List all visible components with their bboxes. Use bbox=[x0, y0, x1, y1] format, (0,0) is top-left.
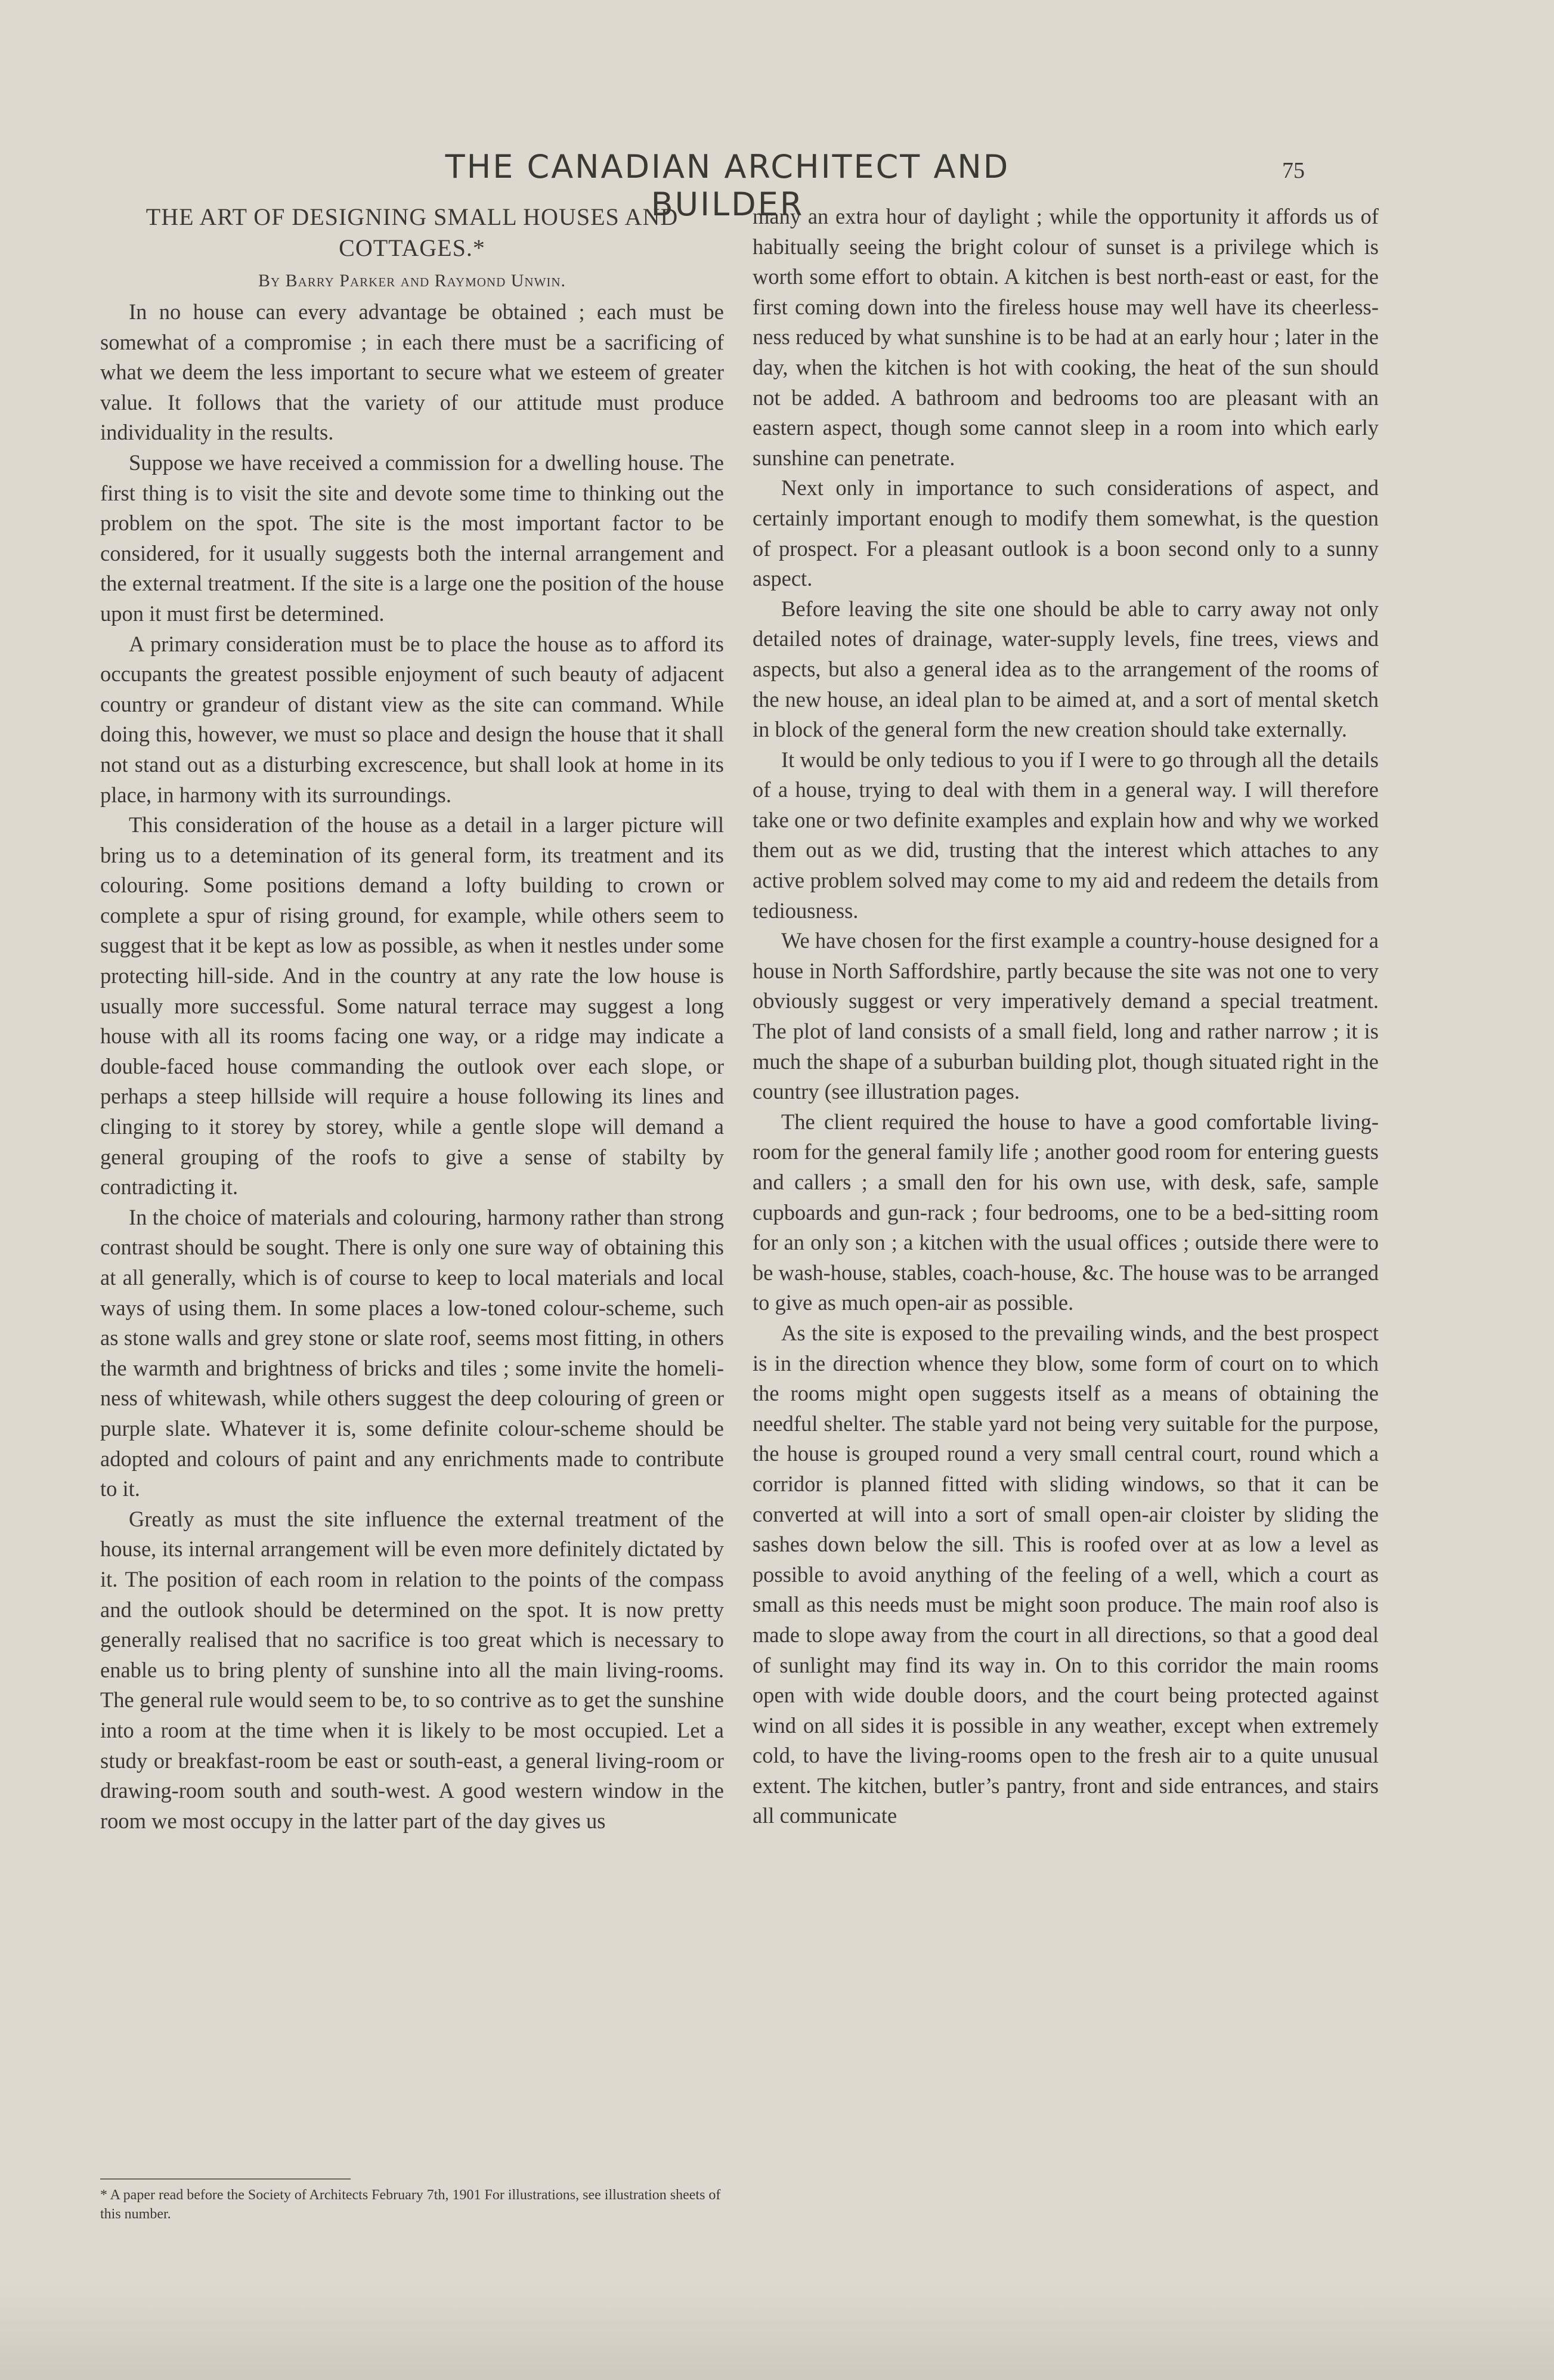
footnote-rule bbox=[100, 2178, 351, 2180]
right-column bbox=[753, 202, 1379, 1831]
article-title: THE ART OF DESIGNING SMALL HOUSES AND COTTAGES.* bbox=[146, 203, 679, 261]
body-paragraph: In no house can every advantage be obtained ; each must be somewhat of a compromise ; in each there must be a sacrificing of what we deem the less important to secure what we esteem of greater value. It follows that the variety of our attitude must produce individuality in the results. bbox=[100, 299, 724, 445]
footnote: * A paper read before the Society of Architects February 7th, 1901 For illustrations, see illustration sheets of this number. bbox=[100, 2187, 721, 2222]
body-paragraph: In the choice of materials and colouring, harmony rather than strong contrast should be sought. There is only one sure way of obtaining this at all generally, which is of course to keep to local materials and local ways of using them. In some places a low-toned colour-scheme, such as stone walls and grey stone or slate roof, seems most fitting, in others the warmth and brightness of bricks and tiles ; some invite the homeliness of whitewash, while others suggest the deep colouring of green or purple slate. Whatever it is, some definite colour-scheme should be adopted and colours of paint and any enrichments made to contribute to it. bbox=[100, 1204, 724, 1501]
page-number: 75 bbox=[1282, 158, 1305, 183]
body-paragraph: Before leaving the site one should be able to carry away not only detailed notes of drainage, water-supply levels, fine trees, views and aspects, but also a general idea as to the arrangement of the rooms of the new house, an ideal plan to be aimed at, and a sort of mental sketch in block of the general form the new creation should take externally. bbox=[753, 596, 1379, 742]
journal-title: THE CANADIAN ARCHITECT AND BUILDER bbox=[445, 148, 1010, 223]
body-paragraph: The client required the house to have a good comfortable living-room for the general family life ; another good room for entering guests and callers ; a small den for his own use, with desk, safe, sample cupboards and gun-rack ; four bedrooms, one to be a bed-sitting room for an only son ; a kitchen with the usual offices ; outside there were to be wash-house, stables, coach-house, &c. The house was to be arranged to give as much open-air as possible. bbox=[753, 1109, 1379, 1315]
body-paragraph: Suppose we have received a commission for a dwelling house. The first thing is to visit the site and devote some time to thinking out the problem on the spot. The site is the most important factor to be considered, for it usually suggests both the internal arrangement and the external treatment. If the site is a large one the position of the house upon it must first be determined. bbox=[100, 450, 724, 626]
article-byline: By Barry Parker and Raymond Unwin. bbox=[258, 271, 567, 290]
left-column bbox=[100, 202, 724, 1836]
body-paragraph-continued: many an extra hour of daylight ; while the opportunity it affords us of habitually seeing the bright colour of sunset is a privilege which is worth some effort to obtain. A kitchen is best north-east or east, for the first coming down into the fireless house may well have its cheerlessness reduced by what sunshine is to be had at an early hour ; later in the day, when the kitchen is hot with cooking, the heat of the sun should not be added. A bathroom and bedrooms too are pleasant with an eastern aspect, though some cannot sleep in a room into which early sunshine can penetrate. bbox=[753, 204, 1379, 470]
body-paragraph: This consideration of the house as a detail in a larger picture will bring us to a detemination of its general form, its treatment and its colouring. Some positions demand a lofty building to crown or complete a spur of rising ground, for example, while others seem to suggest that it be kept as low as possible, as when it nestles under some protecting hill-side. And in the country at any rate the low house is usually more successful. Some natural terrace may suggest a long house with all its rooms facing one way, or a ridge may indicate a double-faced house commanding the outlook over each slope, or perhaps a steep hillside will require a house following its lines and clinging to it storey by storey, while a gentle slope will demand a general grouping of the roofs to give a sense of stabilty by contradicting it. bbox=[100, 812, 724, 1200]
body-paragraph: Next only in importance to such considerations of aspect, and certainly important enough to modify them somewhat, is the question of prospect. For a pleasant outlook is a boon second only to a sunny aspect. bbox=[753, 475, 1379, 591]
body-paragraph: Greatly as must the site influence the external treatment of the house, its internal arrangement will be even more definitely dictated by it. The position of each room in relation to the points of the compass and the outlook should be determined on the spot. It is now pretty generally realised that no sacrifice is too great which is necessary to enable us to bring plenty of sunshine into all the main living-rooms. The general rule would seem to be, to so contrive as to get the sunshine into a room at the time when it is likely to be most occupied. Let a study or breakfast-room be east or south-east, a general living-room or drawing-room south and south-west. A good western window in the room we most occupy in the latter part of the day gives us bbox=[100, 1506, 724, 1833]
running-head bbox=[0, 148, 1554, 223]
body-paragraph: We have chosen for the first example a country-house designed for a house in North Saffordshire, partly because the site was not one to very obviously suggest or very imperatively demand a special treatment. The plot of land consists of a small field, long and rather narrow ; it is much the shape of a suburban building plot, though situated right in the country (see illustration pages. bbox=[753, 928, 1379, 1104]
body-paragraph: As the site is exposed to the prevailing winds, and the best prospect is in the direction whence they blow, some form of court on to which the rooms might open suggests itself as a means of obtaining the needful shelter. The stable yard not being very suitable for the purpose, the house is grouped round a very small central court, round which a corridor is planned fitted with sliding windows, so that it can be converted at will into a sort of small open-air cloister by sliding the sashes down below the sill. This is roofed over at as low a level as possible to avoid anything of the feeling of a well, which a court as small as this needs must be might soon produce. The main roof also is made to slope away from the court in all directions, so that a good deal of sunlight may find its way in. On to this corridor the main rooms open with wide double doors, and the court being protected against wind on all sides it is possible in any weather, except when extremely cold, to have the living-rooms open to the fresh air to a quite unusual extent. The kitchen, butler’s pantry, front and side entrances, and stairs all communicate bbox=[753, 1320, 1379, 1828]
body-paragraph: A primary consideration must be to place the house as to afford its occupants the greatest possible enjoyment of such beauty of adjacent country or grandeur of distant view as the site can command. While doing this, however, we must so place and design the house that it shall not stand out as a disturbing excrescence, but shall look at home in its place, in harmony with its surroundings. bbox=[100, 631, 724, 807]
page-bottom-edge bbox=[0, 2285, 1554, 2380]
body-paragraph: It would be only tedious to you if I were to go through all the details of a house, trying to deal with them in a general way. I will therefore take one or two definite examples and explain how and why we worked them out as we did, trusting that the interest which attaches to any active problem solved may come to my aid and redeem the details from tediousness. bbox=[753, 747, 1379, 923]
